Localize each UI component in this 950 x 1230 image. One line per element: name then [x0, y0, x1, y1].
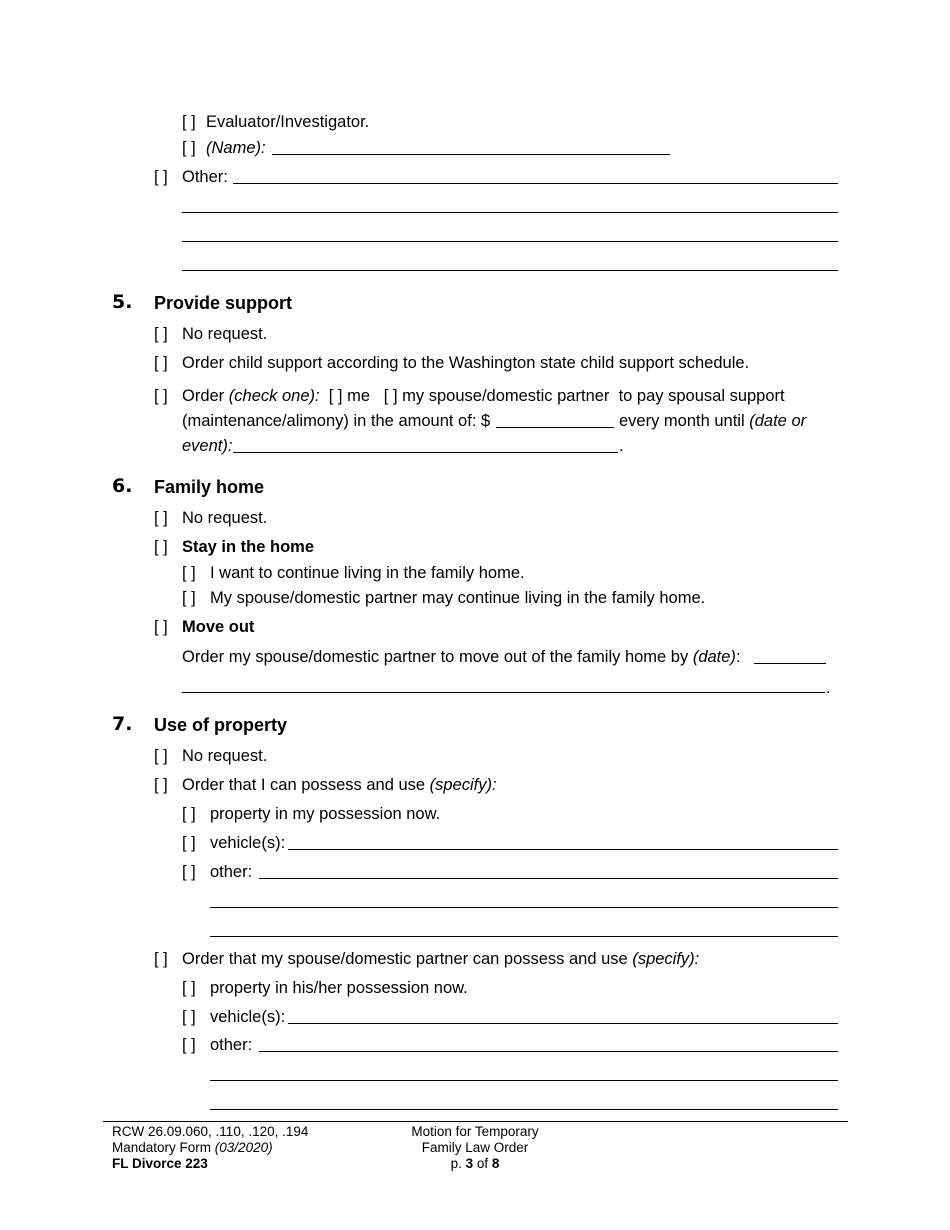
other-option[interactable] [154, 167, 228, 187]
checkbox[interactable]: [ ] [182, 863, 196, 881]
s6-date-label: (date) [692, 648, 736, 666]
other-label: Other: [182, 168, 228, 186]
s6-no-request-label: No request. [182, 509, 268, 527]
s7-other-mine-input-3[interactable] [210, 936, 838, 937]
checkbox[interactable]: [ ] [154, 168, 168, 186]
s6-continue-me[interactable] [182, 563, 525, 583]
s7-specify-label: (specify): [429, 776, 497, 794]
footer-title-2: Family Law Order [421, 1140, 529, 1155]
s7-no-request[interactable] [154, 746, 267, 766]
s6-date-input-line-2[interactable] [182, 692, 825, 693]
checkbox[interactable]: [ ] [182, 1008, 196, 1026]
footer-mandatory [112, 1140, 273, 1156]
s5-event-label-wrap [182, 436, 232, 456]
checkbox[interactable]: [ ] [154, 538, 168, 556]
s5-spouse-pay-label: my spouse/domestic partner to pay spousal support [402, 387, 785, 405]
footer-page-number [375, 1156, 575, 1172]
s6-continue-spouse-label: My spouse/domestic partner may continue living in the family home. [210, 589, 706, 607]
footer-page-total: 8 [491, 1156, 500, 1171]
checkbox[interactable]: [ ] [154, 618, 168, 636]
s6-stay[interactable] [154, 537, 314, 557]
s7-spouse-possess-label: Order that my spouse/domestic partner can possess and use [182, 950, 628, 968]
s5-no-request[interactable] [154, 324, 267, 344]
checkbox[interactable]: [ ] [154, 950, 168, 968]
s7-vehicles-his-input[interactable] [288, 1023, 838, 1024]
s7-no-request-label: No request. [182, 747, 268, 765]
footer-rule [103, 1121, 848, 1122]
s6-colon: : [735, 648, 741, 666]
s7-other-mine-input-2[interactable] [210, 907, 838, 908]
s7-other-mine[interactable] [182, 862, 252, 882]
s7-property-his-label: property in his/her possession now. [210, 979, 468, 997]
s7-i-possess[interactable] [154, 775, 497, 795]
s5-order-label: Order [182, 387, 225, 405]
s5-me-label: me [347, 387, 371, 405]
checkbox[interactable]: [ ] [154, 354, 168, 372]
s6-move-order-label: Order my spouse/domestic partner to move out of the family home by [182, 648, 689, 666]
s5-maint-amount-label: (maintenance/alimony) in the amount of: $ [182, 412, 491, 430]
footer-mandatory-date: (03/2020) [214, 1140, 273, 1155]
checkbox[interactable]: [ ] [182, 834, 196, 852]
s7-property-his[interactable] [182, 978, 468, 998]
checkbox[interactable]: [ ] [182, 589, 196, 607]
other-input-line-4[interactable] [182, 270, 838, 271]
s7-other-his-input-3[interactable] [210, 1109, 838, 1110]
checkbox[interactable]: [ ] [182, 1036, 196, 1054]
footer-page-num: 3 [465, 1156, 474, 1171]
footer-rcw: RCW 26.09.060, .110, .120, .194 [112, 1124, 309, 1139]
footer-title-1: Motion for Temporary [411, 1124, 539, 1139]
s5-period: . [619, 437, 624, 455]
section-7-number: 7. [112, 713, 133, 735]
s7-other-label: other: [210, 863, 253, 881]
checkbox[interactable]: [ ] [154, 509, 168, 527]
s7-other-his-input-2[interactable] [210, 1080, 838, 1081]
s7-property-mine-label: property in my possession now. [210, 805, 441, 823]
s7-vehicles-his[interactable] [182, 1007, 285, 1027]
checkbox[interactable]: [ ] [154, 325, 168, 343]
checkbox[interactable]: [ ] [182, 139, 196, 157]
checkbox[interactable]: [ ] [154, 747, 168, 765]
checkbox-me[interactable]: [ ] [328, 387, 343, 405]
section-6-title: Family home [154, 477, 265, 497]
s7-other-mine-input[interactable] [259, 878, 838, 879]
footer-page-prefix: p. [450, 1156, 462, 1171]
s6-no-request[interactable] [154, 508, 267, 528]
s6-stay-label: Stay in the home [182, 538, 315, 556]
s6-continue-spouse[interactable] [182, 588, 705, 608]
s5-date-or-label: (date or [749, 412, 807, 430]
section-6-number: 6. [112, 475, 133, 497]
footer-page-of: of [476, 1156, 489, 1171]
section-5-title: Provide support [154, 293, 293, 313]
s7-vehicles-his-label: vehicle(s): [210, 1008, 286, 1026]
s5-every-month-label: every month until [619, 412, 745, 430]
checkbox[interactable]: [ ] [182, 805, 196, 823]
checkbox[interactable]: [ ] [154, 776, 168, 794]
evaluator-option[interactable] [182, 112, 369, 132]
s6-period: . [826, 679, 831, 697]
s5-until [619, 411, 806, 431]
section-5-number: 5. [112, 291, 133, 313]
s7-vehicles-label: vehicle(s): [210, 834, 286, 852]
s5-check-one: (check one): [228, 387, 320, 405]
s5-event-label: event): [182, 437, 233, 455]
evaluator-label: Evaluator/Investigator. [206, 113, 370, 131]
name-input-line[interactable] [272, 154, 670, 155]
s5-event-input[interactable] [233, 452, 618, 453]
name-option[interactable] [182, 138, 266, 158]
s6-continue-me-label: I want to continue living in the family home. [210, 564, 525, 582]
s6-date-input[interactable] [754, 663, 826, 664]
s6-move-out[interactable] [154, 617, 254, 637]
checkbox[interactable]: [ ] [154, 387, 168, 405]
s7-vehicles-mine-input[interactable] [288, 849, 838, 850]
s5-child-support[interactable] [154, 353, 749, 373]
s7-i-possess-label: Order that I can possess and use [182, 776, 426, 794]
other-input-line-2[interactable] [182, 212, 838, 213]
other-input-line-3[interactable] [182, 241, 838, 242]
section-7-title: Use of property [154, 715, 288, 735]
name-label: (Name): [206, 139, 266, 157]
checkbox[interactable]: [ ] [182, 979, 196, 997]
s7-specify-label-2: (specify): [632, 950, 700, 968]
checkbox[interactable]: [ ] [182, 113, 196, 131]
s7-spouse-possess[interactable] [154, 949, 699, 969]
checkbox-spouse[interactable]: [ ] [383, 387, 398, 405]
s5-no-request-label: No request. [182, 325, 268, 343]
s7-other-his-input[interactable] [259, 1051, 838, 1052]
s7-other-his-label: other: [210, 1036, 253, 1054]
s5-amount-line [182, 411, 490, 431]
s5-amount-input[interactable] [496, 427, 614, 428]
s6-move-order [182, 647, 741, 667]
s7-vehicles-mine[interactable] [182, 833, 285, 853]
footer-form-id: FL Divorce 223 [112, 1156, 208, 1171]
s5-child-support-label: Order child support according to the Washington state child support schedule. [182, 354, 750, 372]
other-input-line[interactable] [233, 183, 838, 184]
checkbox[interactable]: [ ] [182, 564, 196, 582]
s6-move-out-label: Move out [182, 618, 255, 636]
s5-spousal-support[interactable] [154, 386, 785, 406]
s7-other-his[interactable] [182, 1035, 252, 1055]
footer-mandatory-label: Mandatory Form [112, 1140, 212, 1155]
s7-property-mine[interactable] [182, 804, 440, 824]
